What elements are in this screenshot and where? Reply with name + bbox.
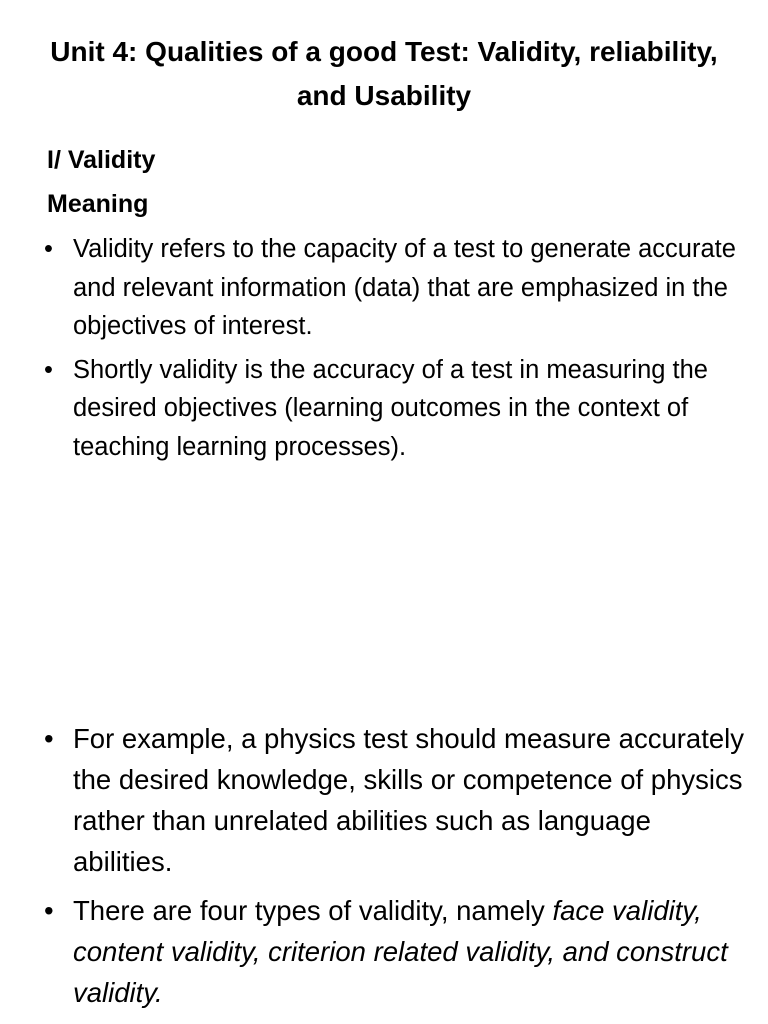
sub-heading-meaning: Meaning	[47, 190, 149, 218]
validity-types-italic: face validity, content validity, criterion related validity, and construct validity.	[73, 895, 728, 1008]
bullet-icon: •	[44, 355, 53, 384]
page-title: Unit 4: Qualities of a good Test: Validity, reliability, and Usability	[50, 36, 718, 111]
list-item-text: For example, a physics test should measure accurately the desired knowledge, skills or competence of physics rather than unrelated abilities such as language abilities.	[73, 723, 744, 877]
list-item-text: There are four types of validity, namely	[73, 895, 553, 926]
bullet-icon: •	[44, 235, 53, 263]
bullet-icon: •	[44, 723, 54, 754]
list-item-text: Validity refers to the capacity of a test to generate accurate and relevant information (data) that are emphasized in the objectives of interest.	[73, 235, 736, 340]
bullet-list-meaning	[44, 230, 744, 466]
section-heading-validity: I/ Validity	[47, 146, 156, 174]
bullet-list-examples	[44, 718, 744, 1013]
list-item	[44, 718, 744, 882]
list-item	[44, 890, 744, 1013]
list-item	[44, 230, 744, 346]
bullet-icon: •	[44, 895, 54, 926]
list-item-text: Shortly validity is the accuracy of a test in measuring the desired objectives (learning outcomes in the context of teaching learning processes).	[73, 355, 708, 461]
list-item	[44, 351, 744, 467]
